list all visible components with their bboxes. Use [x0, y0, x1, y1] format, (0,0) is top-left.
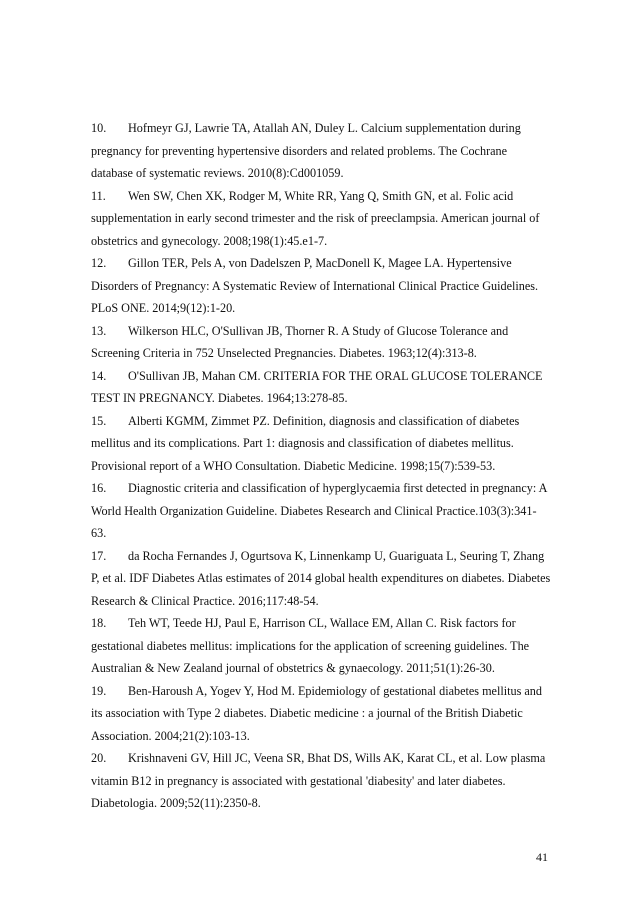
reference-text: Teh WT, Teede HJ, Paul E, Harrison CL, Wallace EM, Allan C. Risk factors for gestational diabetes mellitus: implications for the application of screening guidelines. The Australian & New Zealand journal of obstetrics & gynaecology. 2011;51(1):26-30.	[91, 616, 530, 675]
reference-item	[91, 612, 551, 680]
reference-item	[91, 545, 551, 613]
reference-text: Wilkerson HLC, O'Sullivan JB, Thorner R. A Study of Glucose Tolerance and Screening Criteria in 752 Unselected Pregnancies. Diabetes. 1963;12(4):313-8.	[91, 323, 509, 360]
reference-item	[91, 477, 551, 545]
reference-number: 20.	[91, 751, 107, 765]
reference-item	[91, 365, 551, 410]
reference-item	[91, 410, 551, 478]
reference-number: 15.	[91, 413, 107, 428]
reference-number: 12.	[91, 256, 107, 270]
reference-item	[91, 252, 551, 320]
reference-item	[91, 320, 551, 365]
reference-text: Hofmeyr GJ, Lawrie TA, Atallah AN, Duley L. Calcium supplementation during pregnancy for preventing hypertensive disorders and related problems. The Cochrane database of systematic reviews. 2010(8):Cd001059.	[91, 121, 521, 180]
reference-item	[91, 185, 551, 253]
reference-number: 18.	[91, 616, 107, 630]
reference-number: 19.	[91, 683, 107, 698]
reference-number: 13.	[91, 323, 107, 338]
reference-item	[91, 747, 551, 815]
reference-number: 10.	[91, 121, 107, 135]
reference-item	[91, 117, 551, 185]
reference-number: 17.	[91, 548, 107, 563]
reference-text: da Rocha Fernandes J, Ogurtsova K, Linnenkamp U, Guariguata L, Seuring T, Zhang P, et al. IDF Diabetes Atlas estimates of 2014 global health expenditures on diabetes. Diabetes Research & Clinical Practice. 2016;117:48-54.	[91, 548, 551, 608]
reference-text: Diagnostic criteria and classification of hyperglycaemia first detected in pregnancy: A World Health Organization Guideline. Diabetes Research and Clinical Practice.103(3):341-63.	[91, 481, 547, 540]
reference-number: 16.	[91, 481, 107, 495]
page-number: 41	[536, 850, 548, 864]
reference-text: Gillon TER, Pels A, von Dadelszen P, MacDonell K, Magee LA. Hypertensive Disorders of Pregnancy: A Systematic Review of International Clinical Practice Guidelines. PLoS ONE. 2014;9(12):1-20.	[91, 256, 539, 315]
reference-text: Ben-Haroush A, Yogev Y, Hod M. Epidemiology of gestational diabetes mellitus and its association with Type 2 diabetes. Diabetic medicine : a journal of the British Diabetic Association. 2004;21(2):103-13.	[91, 683, 542, 743]
reference-text: Wen SW, Chen XK, Rodger M, White RR, Yang Q, Smith GN, et al. Folic acid supplementation in early second trimester and the risk of preeclampsia. American journal of obstetrics and gynecology. 2008;198(1):45.e1-7.	[91, 188, 540, 248]
reference-number: 14.	[91, 368, 107, 383]
reference-item	[91, 680, 551, 748]
reference-number: 11.	[91, 188, 106, 203]
reference-text: Alberti KGMM, Zimmet PZ. Definition, diagnosis and classification of diabetes mellitus and its complications. Part 1: diagnosis and classification of diabetes mellitus. Provisional report of a WHO Consultation. Diabetic Medicine. 1998;15(7):539-53.	[91, 413, 520, 473]
reference-list	[91, 117, 551, 815]
reference-text: O'Sullivan JB, Mahan CM. CRITERIA FOR THE ORAL GLUCOSE TOLERANCE TEST IN PREGNANCY. Diabetes. 1964;13:278-85.	[91, 368, 543, 405]
reference-text: Krishnaveni GV, Hill JC, Veena SR, Bhat DS, Wills AK, Karat CL, et al. Low plasma vitamin B12 in pregnancy is associated with gestational 'diabesity' and later diabetes. Diabetologia. 2009;52(11):2350-8.	[91, 751, 546, 810]
